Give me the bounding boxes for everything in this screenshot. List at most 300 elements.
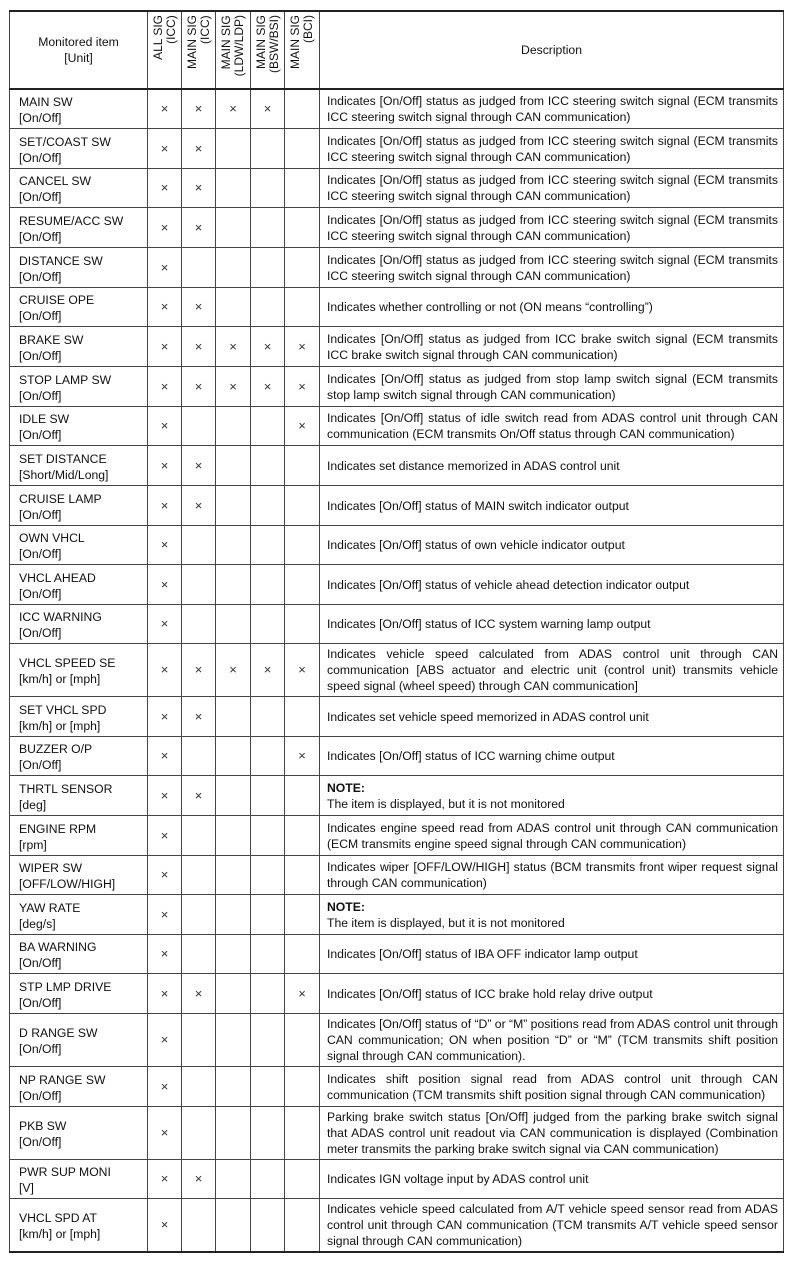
item-name: NP RANGE SW [19,1072,106,1087]
applicable-mark: × [194,219,203,235]
mark-cell [251,1014,285,1067]
mark-cell [285,895,320,935]
mark-cell [182,367,216,407]
item-name: ENGINE RPM [19,821,97,836]
mark-cell [182,1067,216,1107]
mark-cell [182,248,216,288]
mark-cell [285,1067,320,1107]
description-text: Parking brake switch status [On/Off] judged from the parking brake switch signal that ADAS control unit readout via CAN communication is displayed (Combination meter transmits the parking brake switch signal via CAN communication) [327,1110,778,1156]
mark-cell [182,1107,216,1160]
applicable-mark: × [194,985,203,1001]
item-unit: [On/Off] [19,1135,62,1149]
header-item-line1: Monitored item [38,35,119,49]
monitored-item-cell [10,1107,148,1160]
mark-cell [216,856,251,895]
mark-cell [285,248,320,288]
item-name: D RANGE SW [19,1026,98,1040]
header-description: Description [320,11,784,89]
mark-cell [251,407,285,446]
table-row [10,446,784,486]
applicable-mark: × [194,140,203,156]
table-row [10,856,784,895]
description-text: Indicates [On/Off] status of IBA OFF indicator lamp output [327,947,638,961]
mark-cell [182,1160,216,1199]
mark-cell [285,974,320,1014]
table-row [10,644,784,697]
description-text: Indicates vehicle speed calculated from ADAS control unit through CAN communication [ABS actuator and electric unit (control unit) transmits vehicle speed signal (wheel speed) through CAN communication] [327,647,778,693]
mark-cell [285,129,320,169]
mark-cell [182,327,216,367]
description-text: Indicates [On/Off] status as judged from ICC brake switch signal (ECM transmits ICC brake switch signal through CAN communication) [327,331,778,362]
item-name: IDLE SW [19,412,70,426]
applicable-mark: × [229,378,237,394]
item-unit: [On/Off] [19,428,62,442]
table-body [10,89,784,1252]
header-main-sig-ldw-ldp [216,11,251,89]
item-unit: [On/Off] [19,388,62,403]
mark-cell [148,776,182,816]
applicable-mark: × [160,827,169,843]
item-name: CRUISE OPE [19,293,95,307]
mark-cell [148,1014,182,1067]
header-col-line1: MAIN SIG [184,15,199,70]
note-label: NOTE: [327,780,365,795]
description-text: Indicates [On/Off] status as judged from ICC steering switch signal (ECM transmits ICC steering switch signal through CAN communication) [327,173,778,203]
mark-cell [216,935,251,974]
table-row [10,526,784,565]
item-name: SET/COAST SW [19,134,111,149]
monitored-item-cell [10,169,148,208]
item-unit: [km/h] or [mph] [19,672,101,686]
item-unit: [deg] [19,797,47,812]
description-text: The item is displayed, but it is not monitored [327,915,565,930]
item-name: THRTL SENSOR [19,781,113,796]
table-row [10,367,784,407]
monitored-item-cell [10,407,148,446]
applicable-mark: × [160,985,169,1001]
mark-cell [148,697,182,737]
description-text: Indicates [On/Off] status of ICC brake hold relay drive output [327,986,653,1001]
description-text: Indicates [On/Off] status as judged from ICC steering switch signal (ECM transmits ICC steering switch signal through CAN communication) [327,212,778,243]
applicable-mark: × [160,378,169,394]
mark-cell [251,89,285,129]
mark-cell [148,129,182,169]
item-unit: [OFF/LOW/HIGH] [19,877,116,891]
description-cell [320,407,784,446]
description-cell [320,1199,784,1253]
table-row [10,935,784,974]
mark-cell [182,288,216,327]
description-text: The item is displayed, but it is not monitored [327,796,565,811]
table-row [10,486,784,526]
mark-cell [285,1199,320,1253]
monitored-item-cell [10,1160,148,1199]
item-name: OWN VHCL [19,531,85,545]
applicable-mark: × [263,101,272,116]
item-unit: [On/Off] [19,269,62,284]
mark-cell [182,446,216,486]
mark-cell [216,1199,251,1253]
description-cell [320,565,784,605]
mark-cell [148,737,182,776]
description-cell [320,737,784,776]
description-cell [320,248,784,288]
mark-cell [251,974,285,1014]
item-name: VHCL SPEED SE [19,656,116,670]
monitor-item-table [9,10,784,1253]
item-unit: [km/h] or [mph] [19,718,101,733]
header-col-line1: MAIN SIG [253,15,268,70]
applicable-mark: × [160,259,169,275]
monitored-item-cell [10,737,148,776]
mark-cell [251,697,285,737]
description-cell [320,288,784,327]
mark-cell [216,327,251,367]
mark-cell [285,816,320,856]
applicable-mark: × [160,457,169,473]
description-text: Indicates [On/Off] status of idle switch read from ADAS control unit through CAN communication (ECM transmits On/Off status through CAN communication) [327,411,778,441]
item-unit: [On/Off] [19,190,62,204]
applicable-mark: × [298,338,306,354]
mark-cell [251,1067,285,1107]
item-unit: [On/Off] [19,758,62,772]
applicable-mark: × [160,1125,169,1140]
monitored-item-cell [10,1067,148,1107]
item-name: PKB SW [19,1119,67,1133]
applicable-mark: × [229,662,237,677]
description-text: Indicates [On/Off] status of ICC system warning lamp output [327,617,651,631]
mark-cell [182,486,216,526]
mark-cell [148,974,182,1014]
mark-cell [285,446,320,486]
item-name: BRAKE SW [19,332,84,347]
mark-cell [285,1107,320,1160]
mark-cell [216,1107,251,1160]
header-col-line1: ALL SIG [150,15,165,60]
mark-cell [285,169,320,208]
item-name: STOP LAMP SW [19,372,112,387]
mark-cell [216,644,251,697]
item-unit: [On/Off] [19,626,62,640]
monitored-item-cell [10,327,148,367]
item-unit: [On/Off] [19,229,62,244]
applicable-mark: × [263,662,272,677]
table-row [10,895,784,935]
table-row [10,605,784,644]
mark-cell [285,486,320,526]
applicable-mark: × [160,1078,169,1094]
mark-cell [148,446,182,486]
mark-cell [251,327,285,367]
mark-cell [148,644,182,697]
mark-cell [182,1199,216,1253]
table-row [10,1067,784,1107]
mark-cell [285,776,320,816]
mark-cell [285,644,320,697]
applicable-mark: × [160,299,169,314]
mark-cell [285,1160,320,1199]
mark-cell [216,208,251,248]
item-name: PWR SUP MONI [19,1165,111,1179]
table-row [10,1014,784,1067]
description-cell [320,856,784,895]
item-unit: [Short/Mid/Long] [19,467,109,482]
applicable-mark: × [160,787,169,803]
mark-cell [216,737,251,776]
mark-cell [216,89,251,129]
mark-cell [182,974,216,1014]
applicable-mark: × [194,101,203,116]
item-unit: [On/Off] [19,1042,62,1056]
mark-cell [285,856,320,895]
header-col-line2: (ICC) [197,15,212,44]
description-text: Indicates [On/Off] status as judged from stop lamp switch signal (ECM transmits stop lamp switch signal through CAN communication) [327,371,778,402]
applicable-mark: × [298,662,306,677]
mark-cell [251,856,285,895]
mark-cell [251,1107,285,1160]
monitored-item-cell [10,935,148,974]
description-cell [320,697,784,737]
mark-cell [148,248,182,288]
mark-cell [251,129,285,169]
table-row [10,776,784,816]
description-cell [320,644,784,697]
applicable-mark: × [298,985,306,1001]
item-name: ICC WARNING [19,610,102,624]
mark-cell [182,605,216,644]
mark-cell [216,129,251,169]
description-text: Indicates [On/Off] status of ICC warning chime output [327,749,615,763]
table-row [10,697,784,737]
description-text: Indicates set vehicle speed memorized in ADAS control unit [327,709,649,724]
mark-cell [182,565,216,605]
monitored-item-cell [10,697,148,737]
mark-cell [251,248,285,288]
mark-cell [251,776,285,816]
mark-cell [251,816,285,856]
monitored-item-cell [10,816,148,856]
mark-cell [182,129,216,169]
header-item-unit: [Unit] [64,51,93,65]
description-text: Indicates IGN voltage input by ADAS control unit [327,1172,589,1186]
item-unit: [On/Off] [19,586,62,601]
description-text: Indicates [On/Off] status of MAIN switch indicator output [327,498,629,513]
table-row [10,1107,784,1160]
applicable-mark: × [194,662,203,677]
item-name: BA WARNING [19,940,97,954]
description-cell [320,1067,784,1107]
mark-cell [216,526,251,565]
table-row [10,248,784,288]
description-cell [320,526,784,565]
applicable-mark: × [194,497,203,513]
item-name: DISTANCE SW [19,253,103,268]
applicable-mark: × [160,338,169,354]
item-unit: [rpm] [19,837,47,852]
mark-cell [285,605,320,644]
header-col-line1: MAIN SIG [288,15,302,70]
mark-cell [216,776,251,816]
monitored-item-cell [10,89,148,129]
mark-cell [251,644,285,697]
header-main-sig-bci [285,11,320,89]
table-row [10,169,784,208]
applicable-mark: × [298,378,306,394]
table-row [10,737,784,776]
mark-cell [148,816,182,856]
mark-cell [285,935,320,974]
applicable-mark: × [160,101,169,116]
applicable-mark: × [194,457,203,473]
applicable-mark: × [160,219,169,235]
mark-cell [216,248,251,288]
description-cell [320,486,784,526]
table-row [10,1199,784,1253]
mark-cell [182,856,216,895]
monitored-item-cell [10,526,148,565]
mark-cell [148,486,182,526]
mark-cell [251,367,285,407]
mark-cell [285,89,320,129]
applicable-mark: × [263,378,272,394]
description-cell [320,1107,784,1160]
description-cell [320,605,784,644]
item-name: CRUISE LAMP [19,491,102,506]
mark-cell [216,816,251,856]
description-cell [320,129,784,169]
applicable-mark: × [194,787,203,803]
mark-cell [251,486,285,526]
table-row [10,327,784,367]
mark-cell [285,327,320,367]
mark-cell [285,367,320,407]
mark-cell [251,1160,285,1199]
item-name: WIPER SW [19,861,82,875]
applicable-mark: × [194,708,203,724]
item-unit: [V] [19,1181,34,1195]
description-text: Indicates wiper [OFF/LOW/HIGH] status (BCM transmits front wiper request signal through CAN communication) [327,860,778,890]
applicable-mark: × [160,616,169,631]
table-row [10,89,784,129]
mark-cell [182,208,216,248]
mark-cell [148,407,182,446]
mark-cell [216,974,251,1014]
mark-cell [182,895,216,935]
applicable-mark: × [160,418,169,433]
applicable-mark: × [160,662,169,677]
header-col-line2: (ICC) [163,15,178,44]
mark-cell [182,697,216,737]
mark-cell [285,737,320,776]
description-text: Indicates engine speed read from ADAS control unit through CAN communication (ECM transmits engine speed signal through CAN communication) [327,820,778,851]
header-col-line2: (BSW/BSI) [266,15,281,74]
applicable-mark: × [194,299,203,314]
item-name: MAIN SW [19,95,73,109]
applicable-mark: × [160,867,169,882]
mark-cell [148,1199,182,1253]
mark-cell [148,605,182,644]
mark-cell [216,565,251,605]
mark-cell [148,895,182,935]
item-name: BUZZER O/P [19,742,93,756]
description-text: Indicates [On/Off] status of own vehicle indicator output [327,538,625,552]
mark-cell [148,935,182,974]
item-unit: [On/Off] [19,956,62,970]
applicable-mark: × [160,537,169,552]
applicable-mark: × [160,1217,169,1232]
description-text: Indicates [On/Off] status as judged from ICC steering switch signal (ECM transmits ICC steering switch signal through CAN communication) [327,252,778,283]
applicable-mark: × [160,497,169,513]
item-unit: [On/Off] [19,547,62,561]
mark-cell [251,895,285,935]
mark-cell [148,169,182,208]
item-unit: [On/Off] [19,995,62,1010]
description-cell [320,89,784,129]
mark-cell [251,169,285,208]
applicable-mark: × [194,338,203,354]
applicable-mark: × [194,378,203,394]
description-text: Indicates [On/Off] status of vehicle ahead detection indicator output [327,577,690,592]
mark-cell [216,288,251,327]
monitored-item-cell [10,895,148,935]
header-main-sig-bsw-bsi [251,11,285,89]
mark-cell [285,565,320,605]
header-main-sig-icc [182,11,216,89]
applicable-mark: × [160,708,169,724]
applicable-mark: × [160,906,169,922]
mark-cell [182,776,216,816]
mark-cell [216,1014,251,1067]
mark-cell [285,208,320,248]
item-unit: [On/Off] [19,1088,62,1103]
table-row [10,974,784,1014]
item-name: STP LMP DRIVE [19,979,112,994]
mark-cell [251,935,285,974]
mark-cell [251,565,285,605]
mark-cell [216,486,251,526]
mark-cell [285,407,320,446]
item-unit: [On/Off] [19,309,62,323]
mark-cell [251,605,285,644]
item-name: SET DISTANCE [19,451,107,466]
monitored-item-cell [10,129,148,169]
mark-cell [216,169,251,208]
mark-cell [182,169,216,208]
mark-cell [148,327,182,367]
monitored-item-cell [10,856,148,895]
applicable-mark: × [160,1171,169,1186]
mark-cell [251,288,285,327]
header-col-line1: MAIN SIG [219,15,233,70]
monitored-item-cell [10,605,148,644]
mark-cell [285,697,320,737]
mark-cell [285,526,320,565]
header-monitored-item [10,11,148,89]
mark-cell [148,89,182,129]
description-cell [320,935,784,974]
header-col-line2: (LDW/LDP) [232,15,246,77]
item-name: SET VHCL SPD [19,702,107,717]
mark-cell [148,856,182,895]
mark-cell [216,407,251,446]
applicable-mark: × [160,140,169,156]
applicable-mark: × [229,101,237,116]
description-cell [320,776,784,816]
description-text: Indicates shift position signal read from ADAS control unit through CAN communication (TCM transmits shift position signal through CAN communication) [327,1071,778,1102]
monitored-item-cell [10,367,148,407]
table-header-row [10,11,784,89]
applicable-mark: × [160,180,169,195]
